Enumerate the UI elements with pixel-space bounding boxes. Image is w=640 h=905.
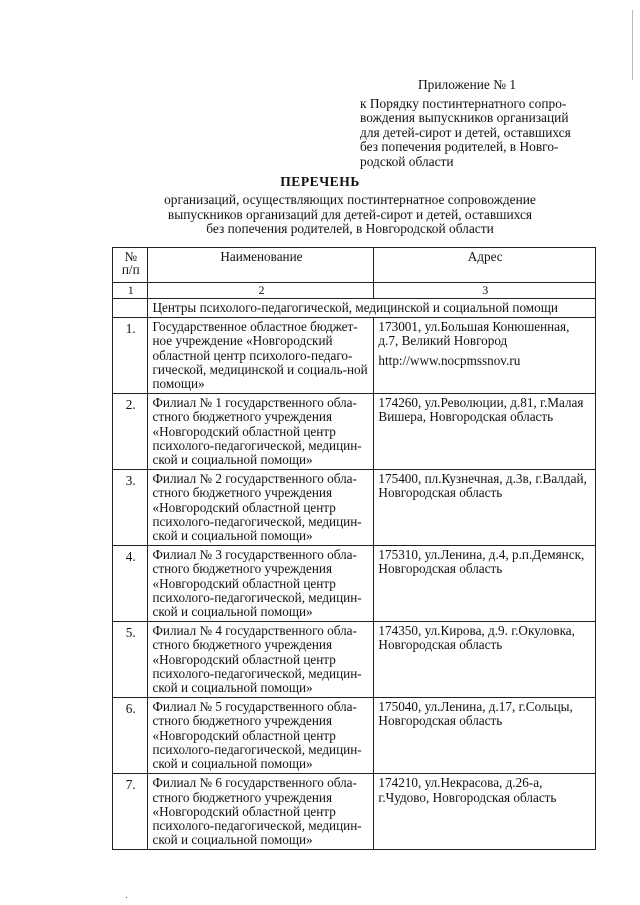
table-row — [113, 470, 596, 546]
table-row — [113, 318, 596, 394]
row-number: 3. — [113, 470, 148, 546]
header-num-line2: п/п — [121, 262, 140, 277]
table-section-row — [113, 299, 596, 318]
row-number: 6. — [113, 698, 148, 774]
row-number: 4. — [113, 546, 148, 622]
row-number: 2. — [113, 394, 148, 470]
appendix-line: для детей-сирот и детей, оставшихся — [360, 124, 571, 140]
header-address: Адрес — [374, 248, 596, 283]
row-number: 1. — [113, 318, 148, 394]
header-num — [113, 248, 148, 283]
row-number: 5. — [113, 622, 148, 698]
row-name: Филиал № 3 государственного обла-стного бюджетного учреждения «Новгородский областной центр психолого-педагогической, медицин-ской и социальной помощи» — [148, 546, 374, 622]
row-number: 7. — [113, 774, 148, 850]
table-header-row — [113, 248, 596, 283]
section-title: Центры психолого-педагогической, медицинской и социальной помощи — [148, 299, 596, 318]
row-address: 175040, ул.Ленина, д.17, г.Сольцы, Новгородская область — [374, 698, 596, 774]
table-row — [113, 622, 596, 698]
scan-edge-mark — [632, 10, 633, 80]
table-index-row — [113, 283, 596, 299]
row-name: Филиал № 2 государственного обла-стного бюджетного учреждения «Новгородский областной центр психолого-педагогической, медицин-ской и социальной помощи» — [148, 470, 374, 546]
appendix-line: родской области — [360, 153, 454, 169]
row-name: Филиал № 5 государственного обла-стного бюджетного учреждения «Новгородский областной центр психолого-педагогической, медицин-ской и социальной помощи» — [148, 698, 374, 774]
section-empty-cell — [113, 299, 148, 318]
row-address: 173001, ул.Большая Конюшенная, д.7, Великий Новгород — [378, 319, 570, 349]
header-num-line1: № — [124, 249, 138, 264]
index-cell: 1 — [113, 283, 148, 299]
table-row — [113, 774, 596, 850]
row-address: 175400, пл.Кузнечная, д.3в, г.Валдай, Новгородская область — [374, 470, 596, 546]
row-url: http://www.nocpmssnov.ru — [378, 352, 521, 368]
row-address: 174350, ул.Кирова, д.9. г.Окуловка, Новгородская область — [374, 622, 596, 698]
document-heading: ПЕРЕЧЕНЬ — [280, 174, 360, 189]
row-address: 175310, ул.Ленина, д.4, р.п.Демянск, Новгородская область — [374, 546, 596, 622]
appendix-title: Приложение № 1 — [418, 77, 517, 92]
header-name: Наименование — [148, 248, 374, 283]
subtitle-line: без попечения родителей, в Новгородской области — [206, 221, 494, 236]
appendix-block — [360, 78, 600, 169]
footer-mark: · — [125, 893, 129, 904]
row-name: Филиал № 6 государственного обла-стного бюджетного учреждения «Новгородский областной центр психолого-педагогической, медицин-ской и социальной помощи» — [148, 774, 374, 850]
row-name: Филиал № 4 государственного обла-стного бюджетного учреждения «Новгородский областной центр психолого-педагогической, медицин-ской и социальной помощи» — [148, 622, 374, 698]
row-address: 174210, ул.Некрасова, д.26-а, г.Чудово, Новгородская область — [374, 774, 596, 850]
organizations-table — [112, 247, 596, 850]
subtitle-line: организаций, осуществляющих постинтернатное сопровождение — [164, 192, 536, 207]
appendix-line: без попечения родителей, в Новго- — [360, 139, 559, 154]
table-row — [113, 394, 596, 470]
index-cell: 2 — [148, 283, 374, 299]
table-row — [113, 546, 596, 622]
index-cell: 3 — [374, 283, 596, 299]
row-name: Филиал № 1 государственного обла-стного бюджетного учреждения «Новгородский областной центр психолого-педагогической, медицин-ской и социальной помощи» — [148, 394, 374, 470]
appendix-line: к Порядку постинтернатного сопро- — [360, 95, 567, 111]
row-address: 174260, ул.Революции, д.81, г.Малая Вишера, Новгородская область — [374, 394, 596, 470]
appendix-line: вождения выпускников организаций — [360, 110, 569, 125]
row-name: Государственное областное бюджет-ное учреждение «Новгородский областной центр психолого-педаго-гической, медицинской и социаль-ной помощи» — [148, 318, 374, 394]
document-subtitle — [130, 193, 570, 237]
row-address-cell — [374, 318, 596, 394]
subtitle-line: выпускников организаций для детей-сирот и детей, оставшихся — [167, 206, 533, 222]
table-row — [113, 698, 596, 774]
